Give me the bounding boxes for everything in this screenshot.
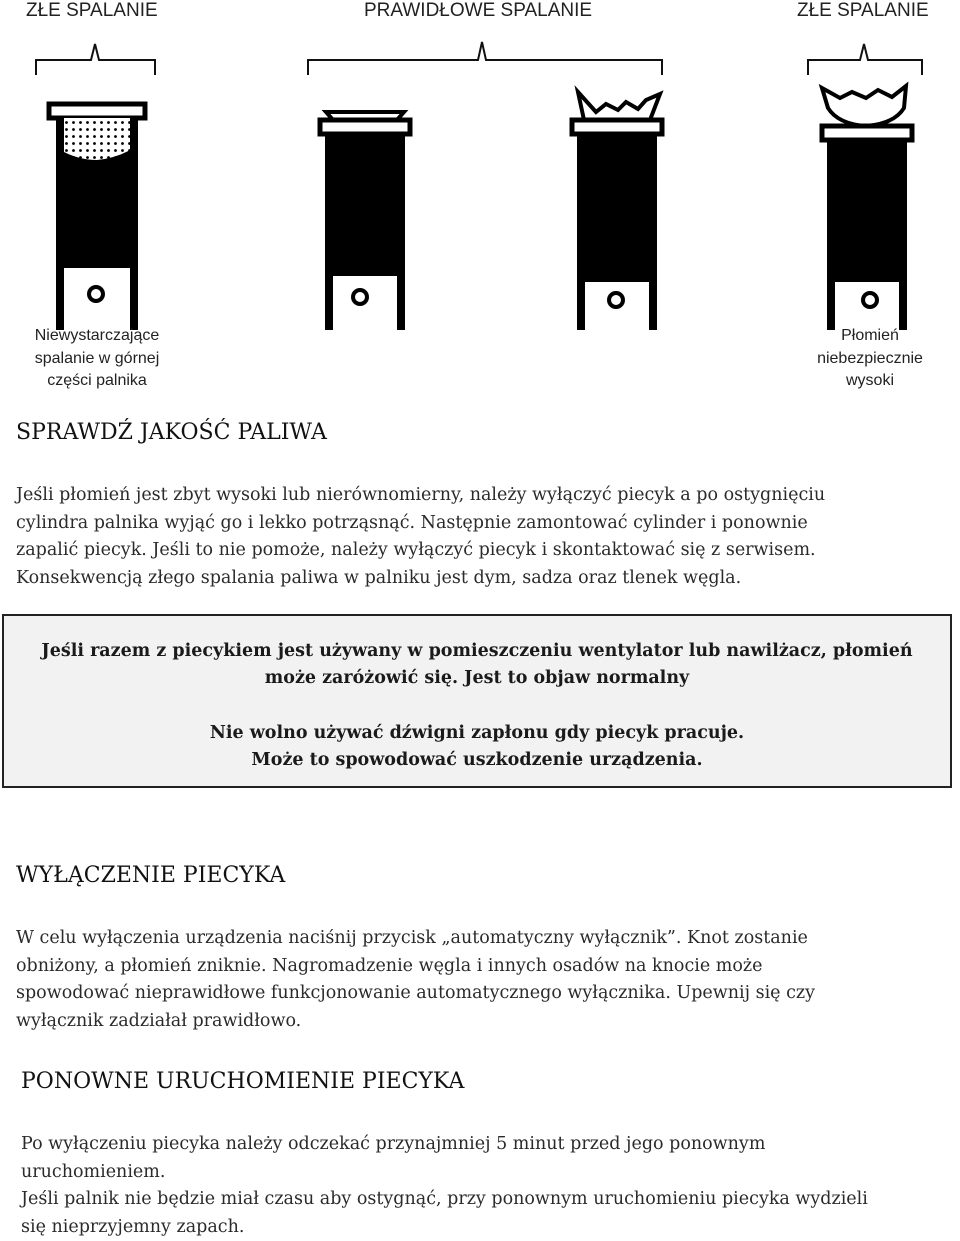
warning-box <box>2 614 952 788</box>
burner-insufficient <box>49 104 145 330</box>
restart-heading: PONOWNE URUCHOMIENIE PIECYKA <box>21 1069 465 1094</box>
note-flame-high: Płomień niebezpiecznie wysoki <box>817 327 923 389</box>
warning-ignition-lever: Nie wolno używać dźwigni zapłonu gdy piecyk pracuje. Może to spowodować uszkodzenie urządzenia. <box>209 723 745 770</box>
burner-illustrations <box>0 0 960 330</box>
fuel-paragraph: Jeśli płomień jest zbyt wysoki lub nierównomierny, należy wyłączyć piecyk a po ostygnięciu cylindra palnika wyjąć go i lekko potrząsnąć. Następnie zamontować cylinder i ponownie zapalić piecyk. Jeśli to nie pomoże, należy wyłączyć piecyk i skontaktować się z serwisem. Konsekwencją złego spalania paliwa w palniku jest dym, sadza oraz tlenek węgla. <box>16 485 826 588</box>
bracket-left <box>36 44 155 75</box>
label-bad-combustion-right: ZŁE SPALANIE <box>797 0 929 21</box>
note-insufficient: Niewystarczające spalanie w górnej części palnika <box>34 327 160 389</box>
shutdown-heading: WYŁĄCZENIE PIECYKA <box>16 863 286 888</box>
burner-flame-moderate <box>572 92 662 330</box>
fuel-heading: SPRAWDŹ JAKOŚĆ PALIWA <box>16 420 327 445</box>
warning-fan-humidifier: Jeśli razem z piecykiem jest używany w pomieszczeniu wentylator lub nawilżacz, płomień może zaróżowić się. Jest to objaw normalny <box>41 641 913 688</box>
restart-paragraph: Po wyłączeniu piecyka należy odczekać przynajmniej 5 minut przed jego ponownym uruchomieniem. Jeśli palnik nie będzie miał czasu aby ostygnąć, przy ponownym uruchomieniu piecyka wydzieli się nieprzyjemny zapach. <box>21 1134 868 1237</box>
bracket-center <box>308 42 662 75</box>
bracket-right <box>808 44 922 75</box>
label-bad-combustion-left: ZŁE SPALANIE <box>26 0 158 21</box>
burner-correct <box>320 112 410 330</box>
burner-flame-high <box>822 86 912 330</box>
label-correct-combustion: PRAWIDŁOWE SPALANIE <box>364 0 593 21</box>
shutdown-paragraph: W celu wyłączenia urządzenia naciśnij przycisk „automatyczny wyłącznik”. Knot zostanie obniżony, a płomień zniknie. Nagromadzenie węgla i innych osadów na knocie może spowodować nieprawidłowe funkcjonowanie automatycznego wyłącznika. Upewnij się czy wyłącznik zadziałał prawidłowo. <box>16 928 815 1031</box>
